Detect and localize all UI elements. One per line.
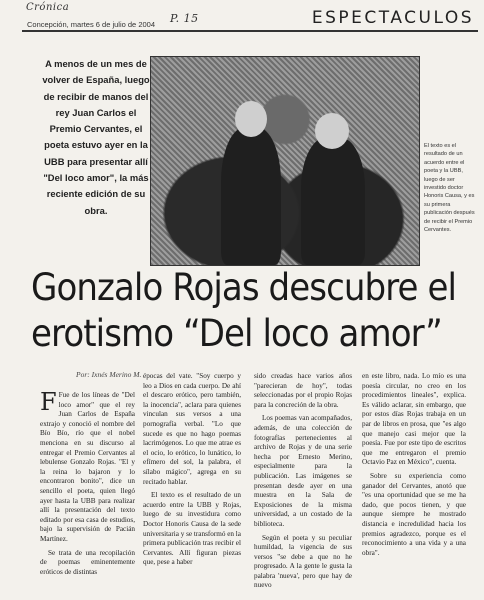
photo-caption: El texto es el resultado de un acuerdo entre el poeta y la UBB, luego de ser investido doctor Honoris Causa, y es su primera publicación después de recibir el Premio Cervantes. <box>424 143 475 234</box>
photo-figure-right <box>301 137 365 265</box>
paragraph: Según el poeta y su peculiar humildad, la vigencia de sus versos "se debe a que no he progresado. A la gente le gusta la palabra 'nueva', pero que hay de nuevo <box>254 533 352 590</box>
headline <box>31 265 457 357</box>
paragraph: épocas del vate. "Soy cuerpo y leo a Dios en cada cuerpo. De ahí el descaro erótico, pero también, la inocencia", aclara para quienes vinculan sus versos a una pornografía verbal. "Lo que sucede es que no hago poemas lacrimógenos. Lo que me atrae es el ocio, lo erótico, lo lunático, lo efímero del sol, la palabra, el sílabo mágico", agrega en su recitado hablar. <box>143 372 241 486</box>
paragraph: Los poemas van acompañados, además, de una colección de fotografías pertenecientes al archivo de Rojas y de una serie hecha por Ernesto Merino, especialmente para la publicación. Las imágenes se presentan desde ayer en una muestra en la Sala de Exposiciones de la misma universidad, a un costado de la biblioteca. <box>254 414 352 528</box>
body-column-2 <box>143 372 241 572</box>
header-rule <box>22 30 478 32</box>
headline-line-1: Gonzalo Rojas descubre el <box>31 266 457 309</box>
photo-figure-left <box>221 127 281 265</box>
paragraph: Se trata de una recopilación de poemas eminentemente eróticos de distintas <box>40 548 135 576</box>
paragraph: Sobre su experiencia como ganador del Cervantes, anotó que "es una oportunidad que se me ha dado, que pocos tienen, y que aunque siempre he mostrado distancia e incredulidad hacia los premios agradezco, porque es el reconocimiento a una vida y a una obra". <box>362 471 466 557</box>
body-column-3 <box>254 372 352 595</box>
paragraph: El texto es el resultado de un acuerdo entre la UBB y Rojas, luego de su investidura como Doctor Honoris Causa de la sede universitaria y se transformó en la primera publicación tras recibir el Cervantes. Allí figuran piezas que, pese a haber <box>143 491 241 567</box>
photo-head-left <box>235 101 267 137</box>
drop-cap: F <box>40 388 57 416</box>
body-column-1 <box>40 388 135 581</box>
byline: Por: Ixnés Merino M. <box>76 370 142 379</box>
headline-line-2: erotismo “Del loco amor” <box>31 312 442 355</box>
dateline: Concepción, martes 6 de julio de 2004 <box>27 20 155 29</box>
paragraph: sido creadas hace varios años "parecieran de hoy", todas seleccionadas por el propio Rojas para la concreción de la obra. <box>254 372 352 409</box>
paragraph-text: Fue de los líneas de "Del loco amor" que el rey Juan Carlos de España extrajo y conoció el nombre del Bío Bío, río que el nobel menciona en su discurso al entregar el Premio Cervantes al lebulense Gonzalo Rojas. "El y la reina lo bajaron y lo encontraron bonito", dice un sencillo el poeta, quien llegó ayer hasta la UBB para realizar allí la presentación del texto editado por esa casa de estudios, bajo la supervisión de Pacián Martínez. <box>40 391 135 543</box>
section-title: ESPECTACULOS <box>311 8 474 28</box>
photo-head-right <box>315 113 349 149</box>
article-photo <box>150 56 420 266</box>
lead-paragraph: A menos de un mes de volver de España, luego de recibir de manos del rey Juan Carlos el Premio Cervantes, el poeta estuvo ayer en la UBB para presentar allí "Del loco amor", la más reciente edición de su obra. <box>42 58 150 216</box>
paragraph <box>40 388 135 545</box>
handwritten-source-note: Crónica <box>26 2 70 13</box>
body-column-4 <box>362 372 466 562</box>
handwritten-page-number: P. 15 <box>170 12 199 25</box>
paragraph: en este libro, nada. Lo mío es una poesía circular, no creo en los procedimientos lineales", explica. Es válido aclarar, sin embargo, que por estos días Rojas trabaja en un par de libros en prosa, que "es algo que manejo casi mejor que la poesía. Fue por este tipo de escritos que me entregaron el premio Octavio Paz en México", cuenta. <box>362 372 466 467</box>
